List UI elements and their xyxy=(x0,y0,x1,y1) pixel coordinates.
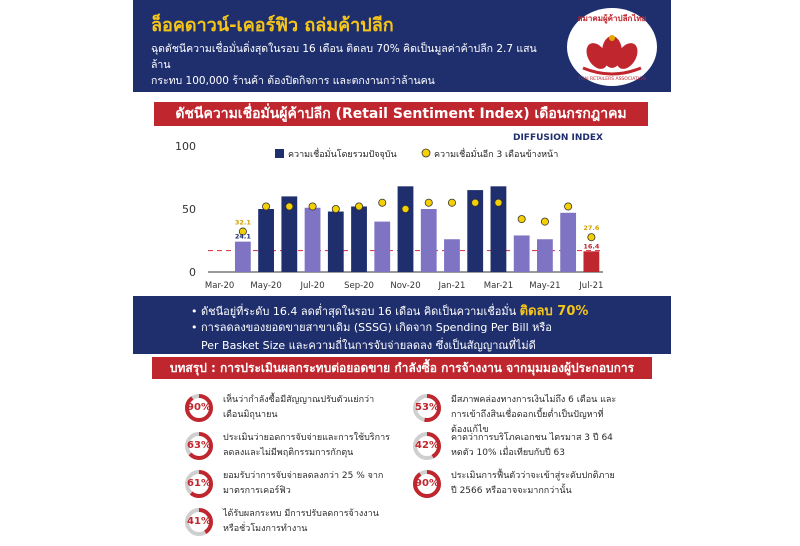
summary-text: มีสภาพคล่องทางการเงินไม่ถึง 6 เดือน และการเข้าถึงสินเชื่อดอกเบี้ยต่ำเป็นปัญหาที่ต้องแก้ไข xyxy=(451,395,617,435)
summary-item xyxy=(183,390,423,426)
data-label: 27.6 xyxy=(583,224,600,233)
finding-2-text: การลดลงของยอดขายสาขาเดิม (SSSG) เกิดจาก Spending Per Bill หรือ xyxy=(201,321,552,334)
bar-Sep-20 xyxy=(351,206,367,272)
logo-text: สมาคมผู้ค้าปลีกไทย xyxy=(577,14,647,23)
percent-label: 41% xyxy=(187,516,211,527)
chart-legend xyxy=(275,147,558,160)
headline-subtitle xyxy=(151,41,551,89)
percent-label: 90% xyxy=(187,402,211,413)
point-Sep-20 xyxy=(355,203,362,210)
point-Mar-21 xyxy=(495,199,502,206)
y-tick-label: 100 xyxy=(175,140,196,153)
point-Oct-20 xyxy=(379,199,386,206)
bar-Oct-20 xyxy=(374,222,390,272)
x-tick-label: Mar-21 xyxy=(483,281,514,291)
x-tick-label: Jan-21 xyxy=(438,281,466,291)
x-tick-label: Nov-20 xyxy=(390,281,421,291)
finding-1-text: ดัชนีอยู่ที่ระดับ 16.4 ลดต่ำสุดในรอบ 16 เดือน คิดเป็นความเชื่อมั่น xyxy=(201,305,517,318)
x-tick-label: Jul-21 xyxy=(579,281,604,291)
bar-May-21 xyxy=(537,239,553,272)
data-label: 24.1 xyxy=(234,232,251,241)
percent-label: 42% xyxy=(415,440,439,451)
summary-item xyxy=(183,428,423,464)
percent-label: 90% xyxy=(415,478,439,489)
x-tick-label: Mar-20 xyxy=(204,281,235,291)
y-tick-label: 0 xyxy=(189,266,196,279)
summary-title: บทสรุป : การประเมินผลกระทบต่อยอดขาย กำลังซื้อ การจ้างงาน จากมุมมองผู้ประกอบการ xyxy=(152,357,652,379)
bar-May-20 xyxy=(258,209,274,272)
bar-Aug-20 xyxy=(328,212,344,272)
bar-Apr-20 xyxy=(235,242,251,272)
percent-label: 53% xyxy=(415,402,439,413)
key-findings xyxy=(133,296,671,354)
data-label: 32.1 xyxy=(234,218,251,227)
point-Jun-20 xyxy=(286,203,293,210)
y-tick-label: 50 xyxy=(182,203,196,216)
summary-text: ประเมินว่ายอดการจับจ่ายและการใช้บริการลดลงและไม่มีพฤติกรรมการกักตุน xyxy=(223,433,390,458)
summary-text: ได้รับผลกระทบ มีการปรับลดการจ้างงานหรือชั่วโมงการทำงาน xyxy=(223,509,379,534)
percent-label: 61% xyxy=(187,478,211,489)
axis-note: DIFFUSION INDEX xyxy=(512,133,603,143)
point-Jul-20 xyxy=(309,203,316,210)
bar-Nov-20 xyxy=(398,186,414,272)
legend-swatch-current xyxy=(275,149,284,158)
bar-Dec-20 xyxy=(421,209,437,272)
summary-item xyxy=(183,466,423,502)
point-Jul-21 xyxy=(588,234,595,241)
logo-caption: THAI RETAILERS ASSOCIATION xyxy=(577,77,647,82)
association-logo xyxy=(567,8,657,86)
chart-title: ดัชนีความเชื่อมั่นผู้ค้าปลีก (Retail Sentiment Index) เดือนกรกฎาคม xyxy=(154,102,648,126)
legend-label-outlook: ความเชื่อมั่นอีก 3 เดือนข้างหน้า xyxy=(434,150,559,160)
x-tick-label: May-21 xyxy=(529,281,561,291)
finding-1-emphasis: ติดลบ 70% xyxy=(519,304,589,319)
point-May-20 xyxy=(262,203,269,210)
point-Feb-21 xyxy=(472,199,479,206)
point-Aug-20 xyxy=(332,205,339,212)
summary-item xyxy=(411,428,651,464)
summary-item xyxy=(183,504,423,540)
point-May-21 xyxy=(541,218,548,225)
summary-text: คาดว่าการบริโภคเอกชน ไตรมาส 3 ปี 64 หดตัว 10% เมื่อเทียบกับปี 63 xyxy=(451,433,613,458)
x-tick-label: Jul-20 xyxy=(300,281,325,291)
bar-Apr-21 xyxy=(514,235,530,272)
legend-swatch-outlook xyxy=(422,149,430,157)
bar-Jul-21 xyxy=(583,251,599,272)
summary-item xyxy=(411,466,651,502)
point-Apr-21 xyxy=(518,215,525,222)
summary-text: เห็นว่ากำลังซื้อมีสัญญาณปรับตัวแย่กว่าเดือนมิถุนายน xyxy=(223,395,375,420)
summary-text: ประเมินการฟื้นตัวว่าจะเข้าสู่ระดับปกติภายปี 2566 หรืออาจจะมากกว่านั้น xyxy=(451,471,615,496)
bar-Jun-21 xyxy=(560,213,576,272)
sentiment-chart xyxy=(133,126,671,298)
subtitle-line-1: ฉุดดัชนีความเชื่อมั่นดิ่งสุดในรอบ 16 เดือน ติดลบ 70% คิดเป็นมูลค่าค้าปลีก 2.7 แสนล้าน xyxy=(151,43,537,71)
finding-1: • ดัชนีอยู่ที่ระดับ 16.4 ลดต่ำสุดในรอบ 16 เดือน คิดเป็นความเชื่อมั่น ติดลบ 70% xyxy=(191,304,589,319)
header-banner xyxy=(133,0,671,92)
point-Jun-21 xyxy=(565,203,572,210)
point-Nov-20 xyxy=(402,205,409,212)
x-tick-label: Sep-20 xyxy=(344,281,374,291)
finding-2: • การลดลงของยอดขายสาขาเดิม (SSSG) เกิดจาก Spending Per Bill หรือ xyxy=(191,321,552,334)
summary-text: ยอมรับว่าการจับจ่ายลดลงกว่า 25 % จากมาตรการเคอร์ฟิว xyxy=(223,471,384,496)
data-label: 16.4 xyxy=(583,242,600,251)
finding-2-continued: Per Basket Size และความถี่ในการจับจ่ายลดลง ซึ่งเป็นสัญญาณที่ไม่ดี xyxy=(201,339,536,352)
bar-Jan-21 xyxy=(444,239,460,272)
summary-item xyxy=(411,390,651,435)
point-Dec-20 xyxy=(425,199,432,206)
point-Jan-21 xyxy=(448,199,455,206)
summary-list xyxy=(133,384,671,546)
infographic xyxy=(133,0,671,546)
headline: ล็อคดาวน์-เคอร์ฟิว ถล่มค้าปลีก xyxy=(151,15,394,36)
legend-label-current: ความเชื่อมั่นโดยรวมปัจจุบัน xyxy=(288,150,397,160)
percent-label: 63% xyxy=(187,440,211,451)
subtitle-line-2: กระทบ 100,000 ร้านค้า ต้องปิดกิจการ และตกงานกว่าล้านคน xyxy=(151,75,435,87)
x-tick-label: May-20 xyxy=(250,281,282,291)
bar-Jul-20 xyxy=(305,208,321,272)
